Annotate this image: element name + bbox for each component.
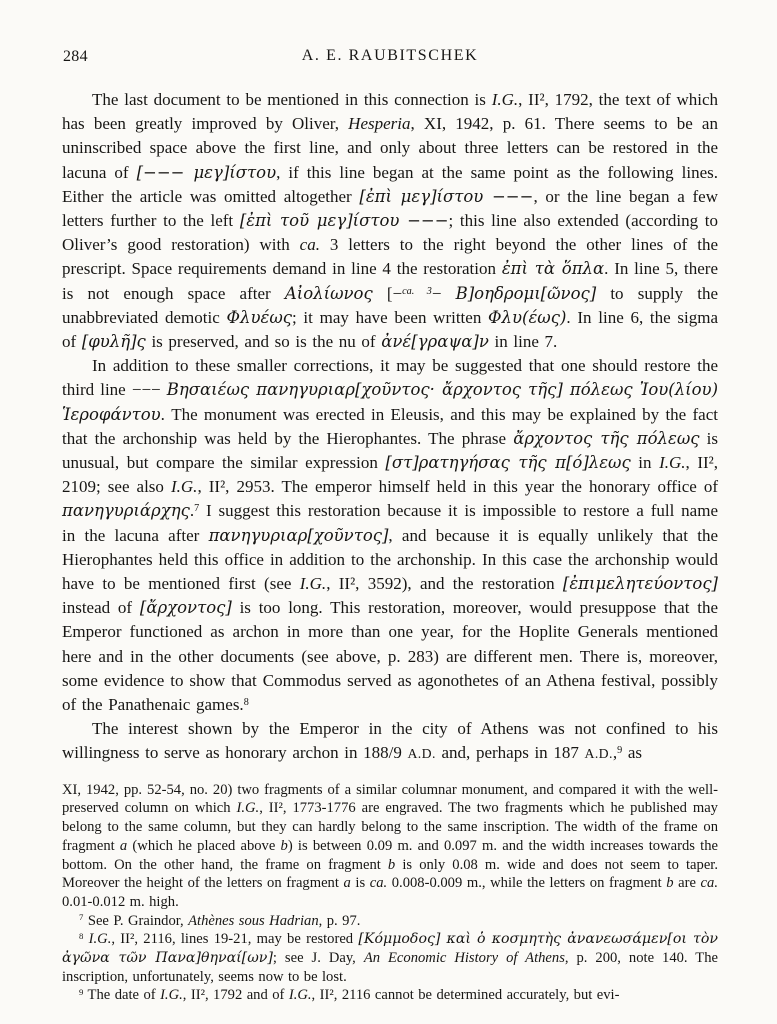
page-number: 284 <box>63 48 88 65</box>
greek-text: [−−− μεγ]ίστου <box>136 162 277 182</box>
greek-text: [ἄρχοντος] <box>139 598 232 618</box>
page-header <box>62 47 718 69</box>
footnote-paragraph: $^9$ The date of I.G., II², 1792 and of I.G., II², 2116 cannot be determined accurately, but evi- <box>79 987 620 1004</box>
greek-text: πανηγυριαρ[χοῦντος] <box>208 525 389 545</box>
footnote-marker: 8 <box>243 696 249 708</box>
body-paragraph: The last document to be mentioned in this connection is I.G., II², 1792, the text of which has been greatly improved by Oliver, Hesperia, XI, 1942, p. 61. There seems to be an uninscribed space above the first line, and only about three letters can be restored in the lacuna of [−−− μεγ]ίστου, if this line began at the same point as the following lines. Either the article was omitted altogether [ἐπὶ μεγ]ίστου −−−, or the line began a few letters further to the left [ἐπὶ τοῦ μεγ]ίστου −−−; this line also extended (according to Oliver’s good restoration) with ca. 3 letters to the right beyond the other lines of the prescript. Space requirements demand in line 4 the restoration ἐπὶ τὰ ὅπλα. In line 5, there is not enough space after Αἰολίωνος [−$^{ca. 3}$− Β]οηδρομι[ῶνος] to supply the unabbreviated demotic Φλυέως; it may have been written Φλυ(έως). In line 6, the sigma of [φυλῆ]ς is preserved, and so is the nu of ἀνέ[γραψα]ν in line 7. <box>62 90 719 352</box>
greek-text: Φλυ(έως) <box>488 307 567 327</box>
footnote-marker: 9 <box>617 745 623 757</box>
greek-text: [Κόμμοδος] καὶ ὁ κοσμητὴς ἀνανεωσάμεν[οι τὸν ἀγῶνα τῶν Πανα]θηναί[ων] <box>62 931 718 967</box>
footnote-marker: ca. 3 <box>402 285 432 297</box>
greek-text: Βησαιέως πανηγυριαρ[χοῦντος· ἄρχοντος τῆς] πόλεως Ἰου(λίου) Ἱεροφάντου <box>62 380 719 424</box>
greek-text: ἄρχοντος τῆς πόλεως <box>513 428 700 448</box>
greek-text: ἀνέ[γραψα]ν <box>381 332 489 352</box>
greek-text: [στ]ρατηγήσας τῆς π[ό]λεως <box>385 453 631 473</box>
greek-text: Αἰολίωνος <box>284 283 373 303</box>
footnote-paragraph: $^8$ I.G., II², 2116, lines 19-21, may be restored [Κόμμοδος] καὶ ὁ κοσμητὴς ἀνανεωσάμεν[οι τὸν ἀγῶνα τῶν Πανα]θηναί[ων]; see J. Day, An Economic History of Athens, p. 200, note 140. The inscription, unfortunately, seems now to be lost. <box>62 930 718 985</box>
body-paragraph: The interest shown by the Emperor in the city of Athens was not confined to his willingness to serve as honorary archon in 188/9 A.D. and, perhaps in 187 A.D.,$^9$ as <box>62 719 718 763</box>
greek-text: [ἐπιμελητεύοντος] <box>562 574 718 594</box>
footnote-paragraph: $^7$ See P. Graindor, Athènes sous Hadrian, p. 97. <box>79 912 361 929</box>
article-body <box>62 88 718 767</box>
footnote-marker: 7 <box>194 503 200 515</box>
greek-text: Φλυέως <box>226 307 292 327</box>
greek-text: ἐπὶ τὰ ὅπλα <box>501 259 605 279</box>
body-paragraph: In addition to these smaller corrections, it may be suggested that one should restore the third line −−− Βησαιέως πανηγυριαρ[χοῦντος· ἄρχοντος τῆς] πόλεως Ἰου(λίου) Ἱεροφάντου. The monument was erected in Eleusis, and this may be explained by the fact that the archonship was held by the Hierophantes. The phrase ἄρχοντος τῆς πόλεως is unusual, but compare the similar expression [στ]ρατηγήσας τῆς π[ό]λεως in I.G., II², 2109; see also I.G., II², 2953. The emperor himself held in this year the honorary office of πανηγυριάρχης.$^7$ I suggest this restoration because it is impossible to restore a full name in the lacuna after πανηγυριαρ[χοῦντος], and because it is equally unlikely that the Hierophantes held this office in addition to the archonship. In this case the archonship would have to be mentioned first (see I.G., II², 3592), and the restoration [ἐπιμελητεύοντος] instead of [ἄρχοντος] is too long. This restoration, moreover, would presuppose that the Emperor functioned as archon in more than one year, for the Hoplite Generals mentioned here and in the other documents (see above, p. 283) are different men. There is, moreover, some evidence to show that Commodus served as agonothetes of an Athena festival, possibly of the Panathenaic games.$^8$ <box>62 356 719 715</box>
greek-text: [ἐπὶ μεγ]ίστου −−− <box>359 186 534 206</box>
footnote-marker: 7 <box>79 912 84 923</box>
greek-text: Β]οηδρομι[ῶνος] <box>455 283 597 303</box>
greek-text: [φυλῆ]ς <box>81 332 146 352</box>
running-head: A. E. RAUBITSCHEK <box>301 47 479 64</box>
footnote-marker: 9 <box>79 987 84 998</box>
footnote-marker: 8 <box>79 930 84 941</box>
greek-text: πανηγυριάρχης <box>62 501 190 521</box>
footnotes-section <box>62 781 718 1005</box>
greek-text: [ἐπὶ τοῦ μεγ]ίστου −−− <box>239 211 449 231</box>
footnote-paragraph: XI, 1942, pp. 52-54, no. 20) two fragments of a similar columnar monument, and compared it with the well-preserved column on which I.G., II², 1773-1776 are engraved. The two fragments which he published may belong to the same column, but they can hardly belong to the same inscription. The width of the frame on fragment a (which he placed above b) is between 0.09 m. and 0.097 m. and the width increases towards the bottom. On the other hand, the frame on fragment b is only 0.08 m. wide and does not seem to taper. Moreover the height of the letters on fragment a is ca. 0.008-0.009 m., while the letters on fragment b are ca. 0.01-0.012 m. high. <box>62 781 718 910</box>
